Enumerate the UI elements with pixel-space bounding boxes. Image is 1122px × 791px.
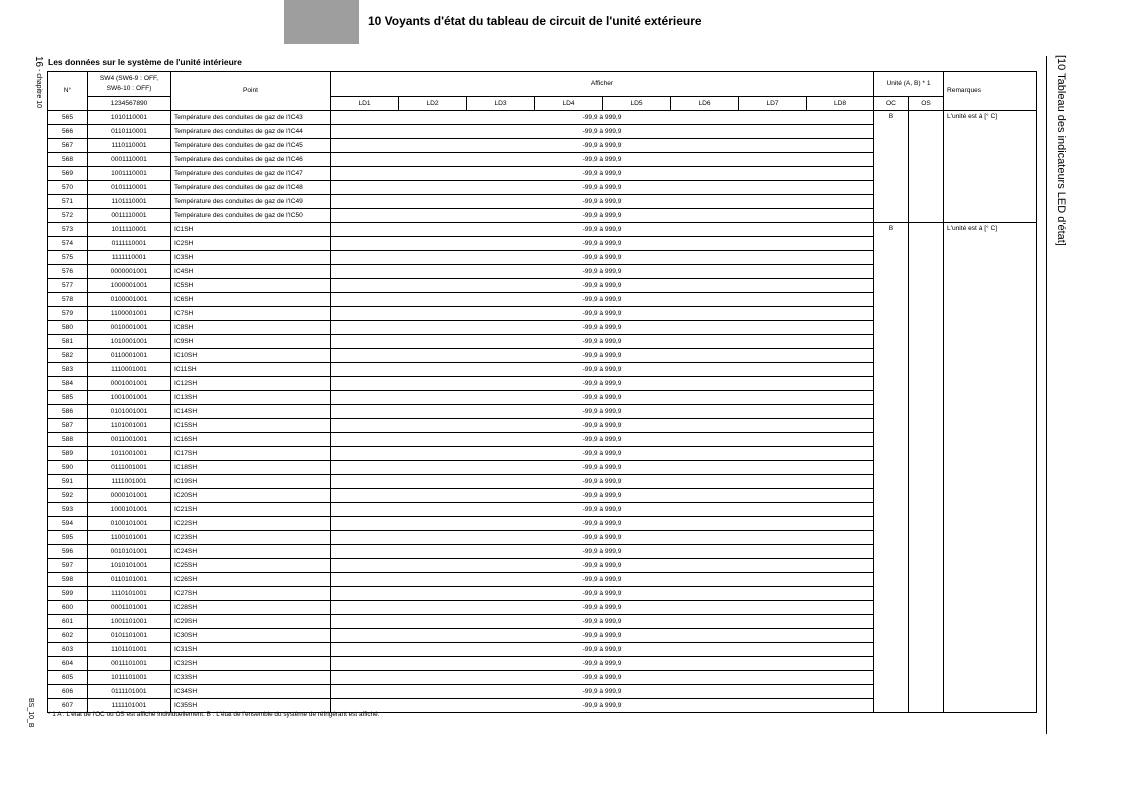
cell-sw4-code: 0100001001 <box>88 293 171 307</box>
cell-point: IC14SH <box>171 405 331 419</box>
cell-display-range: -99,9 à 999,9 <box>331 391 874 405</box>
cell-point: IC18SH <box>171 461 331 475</box>
cell-display-range: -99,9 à 999,9 <box>331 671 874 685</box>
cell-no: 604 <box>48 657 88 671</box>
cell-point: IC5SH <box>171 279 331 293</box>
cell-point: IC31SH <box>171 643 331 657</box>
cell-no: 600 <box>48 601 88 615</box>
cell-sw4-code: 0101001001 <box>88 405 171 419</box>
header-no: N° <box>48 72 88 111</box>
cell-no: 599 <box>48 587 88 601</box>
cell-no: 593 <box>48 503 88 517</box>
cell-no: 571 <box>48 195 88 209</box>
header-ld3: LD3 <box>467 97 535 111</box>
cell-point: IC2SH <box>171 237 331 251</box>
cell-display-range: -99,9 à 999,9 <box>331 615 874 629</box>
cell-display-range: -99,9 à 999,9 <box>331 685 874 699</box>
header-afficher: Afficher <box>331 72 874 97</box>
table-row <box>48 111 1037 125</box>
cell-sw4-code: 0000001001 <box>88 265 171 279</box>
cell-sw4-code: 1010001001 <box>88 335 171 349</box>
cell-display-range: -99,9 à 999,9 <box>331 167 874 181</box>
cell-sw4-code: 1100101001 <box>88 531 171 545</box>
cell-display-range: -99,9 à 999,9 <box>331 279 874 293</box>
cell-point: Température des conduites de gaz de l'IC49 <box>171 195 331 209</box>
section-title: Les données sur le système de l'unité intérieure <box>48 57 242 67</box>
cell-display-range: -99,9 à 999,9 <box>331 139 874 153</box>
cell-no: 591 <box>48 475 88 489</box>
cell-point: IC8SH <box>171 321 331 335</box>
header-os: OS <box>909 97 944 111</box>
cell-no: 578 <box>48 293 88 307</box>
cell-sw4-code: 1101001001 <box>88 419 171 433</box>
cell-no: 589 <box>48 447 88 461</box>
cell-point: IC15SH <box>171 419 331 433</box>
cell-sw4-code: 0011001001 <box>88 433 171 447</box>
cell-sw4-code: 0110001001 <box>88 349 171 363</box>
cell-display-range: -99,9 à 999,9 <box>331 433 874 447</box>
header-unite: Unité (A, B) * 1 <box>874 72 944 97</box>
cell-point: IC17SH <box>171 447 331 461</box>
cell-no: 588 <box>48 433 88 447</box>
cell-remark: L'unité est à [° C] <box>944 223 1037 713</box>
cell-display-range: -99,9 à 999,9 <box>331 377 874 391</box>
cell-display-range: -99,9 à 999,9 <box>331 419 874 433</box>
cell-point: IC12SH <box>171 377 331 391</box>
cell-display-range: -99,9 à 999,9 <box>331 629 874 643</box>
side-chapter-label: - chapitre 10 <box>35 67 42 108</box>
cell-sw4-code: 0001110001 <box>88 153 171 167</box>
cell-display-range: -99,9 à 999,9 <box>331 405 874 419</box>
cell-no: 585 <box>48 391 88 405</box>
header-sw4-bits: 1234567890 <box>88 97 171 111</box>
cell-sw4-code: 1101110001 <box>88 195 171 209</box>
cell-display-range: -99,9 à 999,9 <box>331 307 874 321</box>
header-ld6: LD6 <box>671 97 739 111</box>
cell-sw4-code: 1011110001 <box>88 223 171 237</box>
cell-no: 577 <box>48 279 88 293</box>
header-remarques: Remarques <box>944 72 1037 111</box>
cell-no: 590 <box>48 461 88 475</box>
cell-point: IC10SH <box>171 349 331 363</box>
cell-display-range: -99,9 à 999,9 <box>331 209 874 223</box>
cell-no: 569 <box>48 167 88 181</box>
cell-point: IC32SH <box>171 657 331 671</box>
cell-unit-oc: B <box>874 111 909 223</box>
cell-no: 595 <box>48 531 88 545</box>
cell-display-range: -99,9 à 999,9 <box>331 643 874 657</box>
cell-sw4-code: 1110110001 <box>88 139 171 153</box>
cell-sw4-code: 0111110001 <box>88 237 171 251</box>
cell-no: 576 <box>48 265 88 279</box>
cell-no: 575 <box>48 251 88 265</box>
cell-display-range: -99,9 à 999,9 <box>331 195 874 209</box>
header-ld7: LD7 <box>739 97 807 111</box>
cell-display-range: -99,9 à 999,9 <box>331 489 874 503</box>
cell-point: IC7SH <box>171 307 331 321</box>
cell-no: 607 <box>48 699 88 713</box>
footnote: * 1 A : L'état de l'OC ou OS est affiché individuellement. B : L'état de l'ensemble du système de réfrigérant est affiché. <box>48 711 380 718</box>
header-ld5: LD5 <box>603 97 671 111</box>
cell-display-range: -99,9 à 999,9 <box>331 265 874 279</box>
cell-sw4-code: 1001110001 <box>88 167 171 181</box>
cell-point: IC35SH <box>171 699 331 713</box>
cell-no: 573 <box>48 223 88 237</box>
header-ld4: LD4 <box>535 97 603 111</box>
cell-point: IC23SH <box>171 531 331 545</box>
cell-point: Température des conduites de gaz de l'IC44 <box>171 125 331 139</box>
cell-point: IC28SH <box>171 601 331 615</box>
table-header-row <box>48 72 1037 97</box>
header-ld2: LD2 <box>399 97 467 111</box>
side-page-label <box>33 56 44 108</box>
cell-display-range: -99,9 à 999,9 <box>331 237 874 251</box>
cell-display-range: -99,9 à 999,9 <box>331 321 874 335</box>
cell-display-range: -99,9 à 999,9 <box>331 503 874 517</box>
cell-no: 570 <box>48 181 88 195</box>
cell-display-range: -99,9 à 999,9 <box>331 517 874 531</box>
cell-sw4-code: 0110110001 <box>88 125 171 139</box>
cell-sw4-code: 1000001001 <box>88 279 171 293</box>
cell-display-range: -99,9 à 999,9 <box>331 573 874 587</box>
cell-display-range: -99,9 à 999,9 <box>331 657 874 671</box>
cell-point: Température des conduites de gaz de l'IC50 <box>171 209 331 223</box>
cell-display-range: -99,9 à 999,9 <box>331 447 874 461</box>
cell-sw4-code: 0111101001 <box>88 685 171 699</box>
cell-unit-os <box>909 111 944 223</box>
cell-display-range: -99,9 à 999,9 <box>331 111 874 125</box>
cell-sw4-code: 1110001001 <box>88 363 171 377</box>
chapter-title: 10 Voyants d'état du tableau de circuit de l'unité extérieure <box>368 14 702 28</box>
cell-point: IC13SH <box>171 391 331 405</box>
cell-no: 587 <box>48 419 88 433</box>
cell-point: IC9SH <box>171 335 331 349</box>
cell-point: IC6SH <box>171 293 331 307</box>
cell-point: IC3SH <box>171 251 331 265</box>
cell-sw4-code: 0101110001 <box>88 181 171 195</box>
cell-point: IC4SH <box>171 265 331 279</box>
cell-no: 579 <box>48 307 88 321</box>
cell-no: 582 <box>48 349 88 363</box>
cell-point: IC16SH <box>171 433 331 447</box>
cell-sw4-code: 1111001001 <box>88 475 171 489</box>
cell-point: IC34SH <box>171 685 331 699</box>
header-ld8: LD8 <box>807 97 874 111</box>
cell-point: Température des conduites de gaz de l'IC47 <box>171 167 331 181</box>
cell-display-range: -99,9 à 999,9 <box>331 699 874 713</box>
side-page-number: 16 <box>33 56 44 68</box>
header-point: Point <box>171 72 331 111</box>
cell-display-range: -99,9 à 999,9 <box>331 153 874 167</box>
cell-sw4-code: 1011101001 <box>88 671 171 685</box>
cell-sw4-code: 1100001001 <box>88 307 171 321</box>
cell-point: IC21SH <box>171 503 331 517</box>
side-doc-code: BS_10_B <box>27 698 34 728</box>
cell-sw4-code: 1010101001 <box>88 559 171 573</box>
cell-sw4-code: 1000101001 <box>88 503 171 517</box>
cell-no: 566 <box>48 125 88 139</box>
cell-sw4-code: 1001101001 <box>88 615 171 629</box>
cell-no: 565 <box>48 111 88 125</box>
cell-display-range: -99,9 à 999,9 <box>331 559 874 573</box>
cell-display-range: -99,9 à 999,9 <box>331 531 874 545</box>
cell-display-range: -99,9 à 999,9 <box>331 125 874 139</box>
cell-point: IC27SH <box>171 587 331 601</box>
cell-point: Température des conduites de gaz de l'IC43 <box>171 111 331 125</box>
cell-display-range: -99,9 à 999,9 <box>331 475 874 489</box>
cell-no: 594 <box>48 517 88 531</box>
cell-display-range: -99,9 à 999,9 <box>331 349 874 363</box>
cell-display-range: -99,9 à 999,9 <box>331 251 874 265</box>
cell-point: Température des conduites de gaz de l'IC48 <box>171 181 331 195</box>
cell-sw4-code: 1111101001 <box>88 699 171 713</box>
cell-sw4-code: 1110101001 <box>88 587 171 601</box>
header-sw4: SW4 (SW6-9 : OFF, SW6-10 : OFF) <box>88 72 171 97</box>
cell-point: IC29SH <box>171 615 331 629</box>
right-margin-rule <box>1046 56 1047 734</box>
cell-sw4-code: 0110101001 <box>88 573 171 587</box>
cell-no: 606 <box>48 685 88 699</box>
table-body <box>48 111 1037 713</box>
cell-no: 583 <box>48 363 88 377</box>
cell-no: 581 <box>48 335 88 349</box>
cell-point: IC30SH <box>171 629 331 643</box>
cell-no: 567 <box>48 139 88 153</box>
cell-display-range: -99,9 à 999,9 <box>331 545 874 559</box>
cell-no: 568 <box>48 153 88 167</box>
cell-display-range: -99,9 à 999,9 <box>331 293 874 307</box>
cell-remark: L'unité est à [° C] <box>944 111 1037 223</box>
cell-no: 596 <box>48 545 88 559</box>
cell-sw4-code: 0010001001 <box>88 321 171 335</box>
cell-sw4-code: 0010101001 <box>88 545 171 559</box>
cell-sw4-code: 1101101001 <box>88 643 171 657</box>
cell-no: 574 <box>48 237 88 251</box>
cell-point: IC1SH <box>171 223 331 237</box>
cell-unit-os <box>909 223 944 713</box>
cell-no: 586 <box>48 405 88 419</box>
cell-sw4-code: 1010110001 <box>88 111 171 125</box>
cell-point: IC33SH <box>171 671 331 685</box>
header-ld1: LD1 <box>331 97 399 111</box>
cell-sw4-code: 0111001001 <box>88 461 171 475</box>
cell-no: 602 <box>48 629 88 643</box>
cell-display-range: -99,9 à 999,9 <box>331 223 874 237</box>
cell-sw4-code: 0011101001 <box>88 657 171 671</box>
cell-no: 598 <box>48 573 88 587</box>
cell-no: 605 <box>48 671 88 685</box>
side-section-title: [10 Tableau des indicateurs LED d'état] <box>1055 55 1067 246</box>
cell-point: IC19SH <box>171 475 331 489</box>
cell-no: 601 <box>48 615 88 629</box>
cell-display-range: -99,9 à 999,9 <box>331 461 874 475</box>
cell-sw4-code: 1111110001 <box>88 251 171 265</box>
led-data-table <box>47 71 1037 713</box>
table-row <box>48 223 1037 237</box>
cell-display-range: -99,9 à 999,9 <box>331 601 874 615</box>
cell-sw4-code: 0001101001 <box>88 601 171 615</box>
cell-sw4-code: 0100101001 <box>88 517 171 531</box>
cell-no: 584 <box>48 377 88 391</box>
cell-sw4-code: 0001001001 <box>88 377 171 391</box>
cell-sw4-code: 0011110001 <box>88 209 171 223</box>
cell-point: IC11SH <box>171 363 331 377</box>
cell-no: 597 <box>48 559 88 573</box>
cell-sw4-code: 0101101001 <box>88 629 171 643</box>
cell-no: 580 <box>48 321 88 335</box>
cell-sw4-code: 1011001001 <box>88 447 171 461</box>
cell-point: IC20SH <box>171 489 331 503</box>
cell-no: 592 <box>48 489 88 503</box>
chapter-tab-block <box>284 0 359 44</box>
cell-display-range: -99,9 à 999,9 <box>331 335 874 349</box>
cell-point: IC22SH <box>171 517 331 531</box>
cell-point: IC24SH <box>171 545 331 559</box>
cell-point: IC25SH <box>171 559 331 573</box>
cell-display-range: -99,9 à 999,9 <box>331 181 874 195</box>
cell-unit-oc: B <box>874 223 909 713</box>
cell-display-range: -99,9 à 999,9 <box>331 587 874 601</box>
header-oc: OC <box>874 97 909 111</box>
cell-sw4-code: 0000101001 <box>88 489 171 503</box>
cell-no: 603 <box>48 643 88 657</box>
cell-point: Température des conduites de gaz de l'IC45 <box>171 139 331 153</box>
cell-point: Température des conduites de gaz de l'IC46 <box>171 153 331 167</box>
cell-no: 572 <box>48 209 88 223</box>
cell-point: IC26SH <box>171 573 331 587</box>
cell-sw4-code: 1001001001 <box>88 391 171 405</box>
cell-display-range: -99,9 à 999,9 <box>331 363 874 377</box>
